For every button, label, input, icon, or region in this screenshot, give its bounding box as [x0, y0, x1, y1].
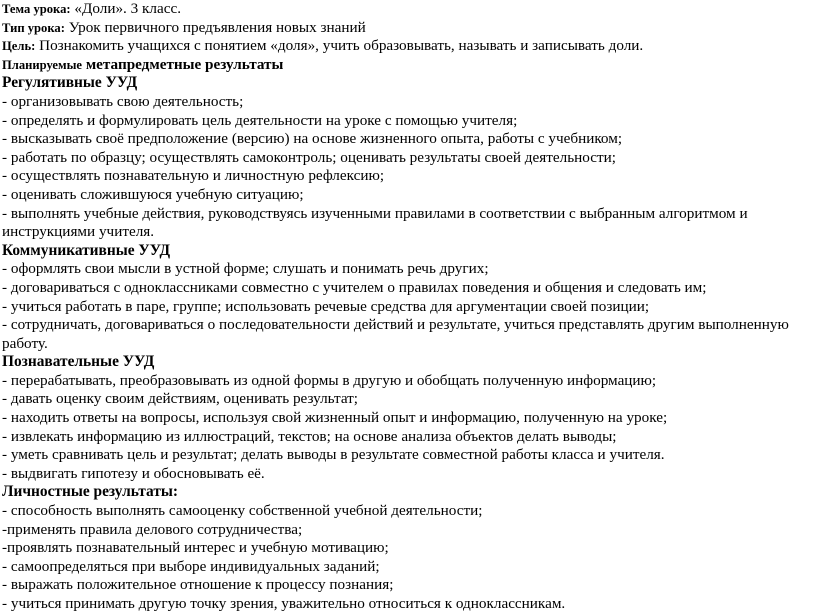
- lesson-type-line: [2, 19, 814, 38]
- list-item: - находить ответы на вопросы, используя свой жизненный опыт и информацию, полученную на уроке;: [2, 409, 668, 427]
- goal-value: Познакомить учащихся с понятием «доля», учить образовывать, называть и записывать доли.: [35, 37, 644, 55]
- list-item: - определять и формулировать цель деятельности на уроке с помощью учителя;: [2, 111, 518, 129]
- list-item: - выдвигать гипотезу и обосновывать её.: [2, 464, 265, 482]
- list-item: - учиться принимать другую точку зрения, уважительно относиться к одноклассникам.: [2, 595, 566, 612]
- list-item: - высказывать своё предположение (версию) на основе жизненного опыта, работы с учебником;: [2, 130, 623, 148]
- list-item: - оценивать сложившуюся учебную ситуацию;: [2, 185, 304, 203]
- list-item: - учиться работать в паре, группе; использовать речевые средства для аргументации своей позиции;: [2, 297, 650, 315]
- list-item: - осуществлять познавательную и личностную рефлексию;: [2, 167, 385, 185]
- goal-line: [2, 37, 814, 56]
- section-title-personal: Личностные результаты:: [2, 483, 179, 501]
- list-item: - перерабатывать, преобразовывать из одной формы в другую и обобщать полученную информацию;: [2, 371, 657, 389]
- list-item: - выполнять учебные действия, руководствуясь изученными правилами в соответствии с выбранным алгоритмом и инструкциями учителя.: [2, 204, 748, 241]
- section-title-cognitive: Познавательные УУД: [2, 353, 155, 371]
- lesson-type-label: Тип урока:: [2, 20, 65, 35]
- list-item: - оформлять свои мысли в устной форме; слушать и понимать речь других;: [2, 260, 489, 278]
- list-item: - сотрудничать, договариваться о последовательности действий и результате, учиться представлять другим выполненную работу.: [2, 316, 789, 352]
- list-item: - работать по образцу; осуществлять самоконтроль; оценивать результаты своей деятельности;: [2, 148, 616, 166]
- lesson-type-value: Урок первичного предъявления новых знаний: [64, 18, 366, 36]
- topic-label: Тема урока:: [2, 2, 71, 16]
- section-title-communicative: Коммуникативные УУД: [2, 241, 171, 259]
- list-item: - договариваться с одноклассниками совместно с учителем о правилах поведения и общения и следовать им;: [2, 278, 707, 296]
- planned-main: метапредметные результаты: [82, 55, 284, 73]
- list-item: - извлекать информацию из иллюстраций, текстов; на основе анализа объектов делать выводы;: [2, 427, 617, 445]
- planned-prefix: Планируемые: [2, 57, 83, 72]
- list-item: - организовывать свою деятельность;: [2, 92, 244, 110]
- list-item: - выражать положительное отношение к процессу познания;: [2, 576, 394, 594]
- planned-results-heading: [2, 56, 814, 75]
- lesson-plan-document: [2, 0, 814, 614]
- goal-label: Цель:: [2, 39, 36, 54]
- section-title-regulative: Регулятивные УУД: [2, 74, 138, 92]
- topic-line: [2, 0, 814, 19]
- list-item: -проявлять познавательный интерес и учебную мотивацию;: [2, 539, 389, 557]
- topic-value: «Доли». 3 класс.: [70, 0, 182, 17]
- list-item: - уметь сравнивать цель и результат; делать выводы в результате совместной работы класса и учителя.: [2, 446, 665, 464]
- list-item: - способность выполнять самооценку собственной учебной деятельности;: [2, 502, 483, 520]
- list-item: - давать оценку своим действиям, оценивать результат;: [2, 390, 359, 408]
- list-item: -применять правила делового сотрудничества;: [2, 520, 303, 538]
- list-item: - самоопределяться при выборе индивидуальных заданий;: [2, 557, 380, 575]
